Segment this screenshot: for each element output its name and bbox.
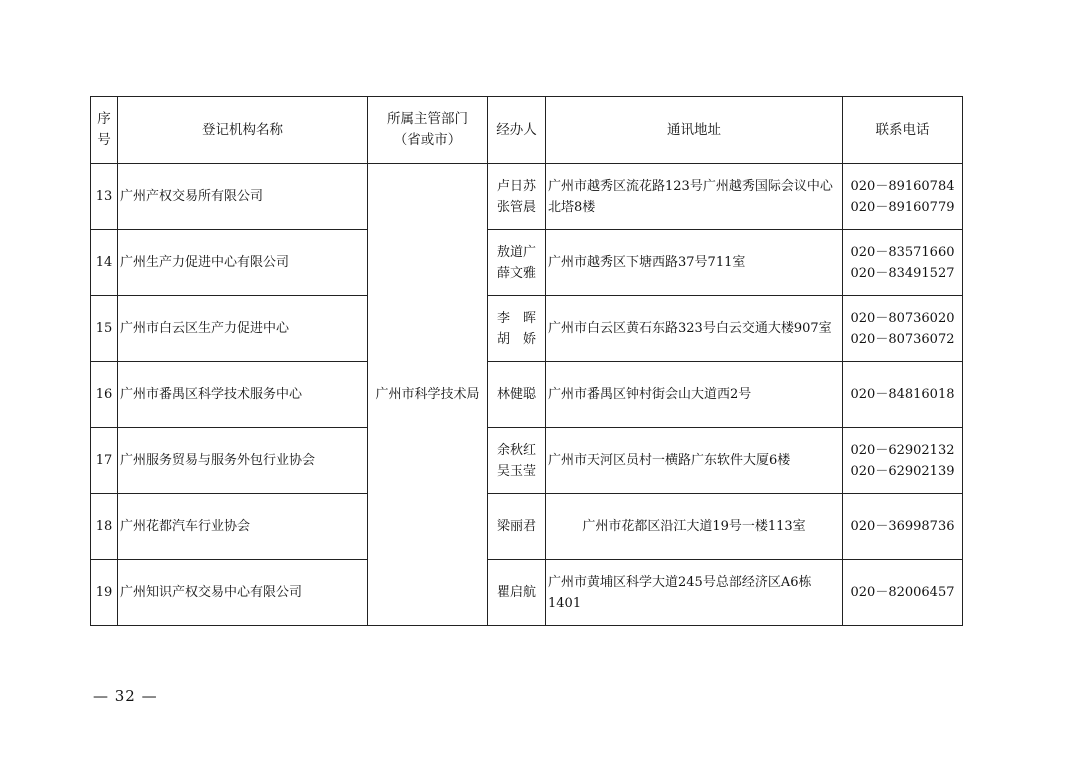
address-cell: 广州市番禺区钟村街会山大道西2号 — [546, 362, 843, 428]
agent-cell: 余秋红 吴玉莹 — [488, 428, 546, 494]
org-name: 广州市白云区生产力促进中心 — [118, 296, 368, 362]
org-name: 广州产权交易所有限公司 — [118, 164, 368, 230]
registration-table — [90, 96, 963, 626]
row-number: 13 — [91, 164, 118, 230]
phone-cell: 020－89160784 020－89160779 — [843, 164, 963, 230]
header-dept: 所属主管部门 （省或市） — [368, 97, 488, 164]
org-name: 广州知识产权交易中心有限公司 — [118, 560, 368, 626]
agent-cell: 李 晖 胡 娇 — [488, 296, 546, 362]
header-agent: 经办人 — [488, 97, 546, 164]
agent-cell: 卢日苏 张管晨 — [488, 164, 546, 230]
address-cell: 广州市白云区黄石东路323号白云交通大楼907室 — [546, 296, 843, 362]
phone-cell: 020－83571660 020－83491527 — [843, 230, 963, 296]
document-page — [90, 96, 963, 626]
table-row — [91, 428, 963, 494]
header-row — [91, 97, 963, 164]
header-phone: 联系电话 — [843, 97, 963, 164]
row-number: 14 — [91, 230, 118, 296]
header-address: 通讯地址 — [546, 97, 843, 164]
row-number: 19 — [91, 560, 118, 626]
org-name: 广州服务贸易与服务外包行业协会 — [118, 428, 368, 494]
agent-cell: 敖道广 薛文雅 — [488, 230, 546, 296]
agent-cell: 瞿启航 — [488, 560, 546, 626]
table-row — [91, 164, 963, 230]
table-row — [91, 362, 963, 428]
agent-cell: 林健聪 — [488, 362, 546, 428]
header-name: 登记机构名称 — [118, 97, 368, 164]
row-number: 16 — [91, 362, 118, 428]
table-row — [91, 296, 963, 362]
address-cell: 广州市天河区员村一横路广东软件大厦6楼 — [546, 428, 843, 494]
table-row — [91, 560, 963, 626]
agent-cell: 梁丽君 — [488, 494, 546, 560]
phone-cell: 020－36998736 — [843, 494, 963, 560]
department-cell: 广州市科学技术局 — [368, 164, 488, 626]
address-cell: 广州市花都区沿江大道19号一楼113室 — [546, 494, 843, 560]
org-name: 广州花都汽车行业协会 — [118, 494, 368, 560]
phone-cell: 020－82006457 — [843, 560, 963, 626]
row-number: 18 — [91, 494, 118, 560]
row-number: 15 — [91, 296, 118, 362]
page-number: — 32 — — [93, 687, 158, 705]
org-name: 广州生产力促进中心有限公司 — [118, 230, 368, 296]
address-cell: 广州市黄埔区科学大道245号总部经济区A6栋1401 — [546, 560, 843, 626]
phone-cell: 020－84816018 — [843, 362, 963, 428]
phone-cell: 020－62902132 020－62902139 — [843, 428, 963, 494]
table-row — [91, 230, 963, 296]
address-cell: 广州市越秀区流花路123号广州越秀国际会议中心北塔8楼 — [546, 164, 843, 230]
row-number: 17 — [91, 428, 118, 494]
header-no: 序 号 — [91, 97, 118, 164]
address-cell: 广州市越秀区下塘西路37号711室 — [546, 230, 843, 296]
org-name: 广州市番禺区科学技术服务中心 — [118, 362, 368, 428]
table-row — [91, 494, 963, 560]
phone-cell: 020－80736020 020－80736072 — [843, 296, 963, 362]
